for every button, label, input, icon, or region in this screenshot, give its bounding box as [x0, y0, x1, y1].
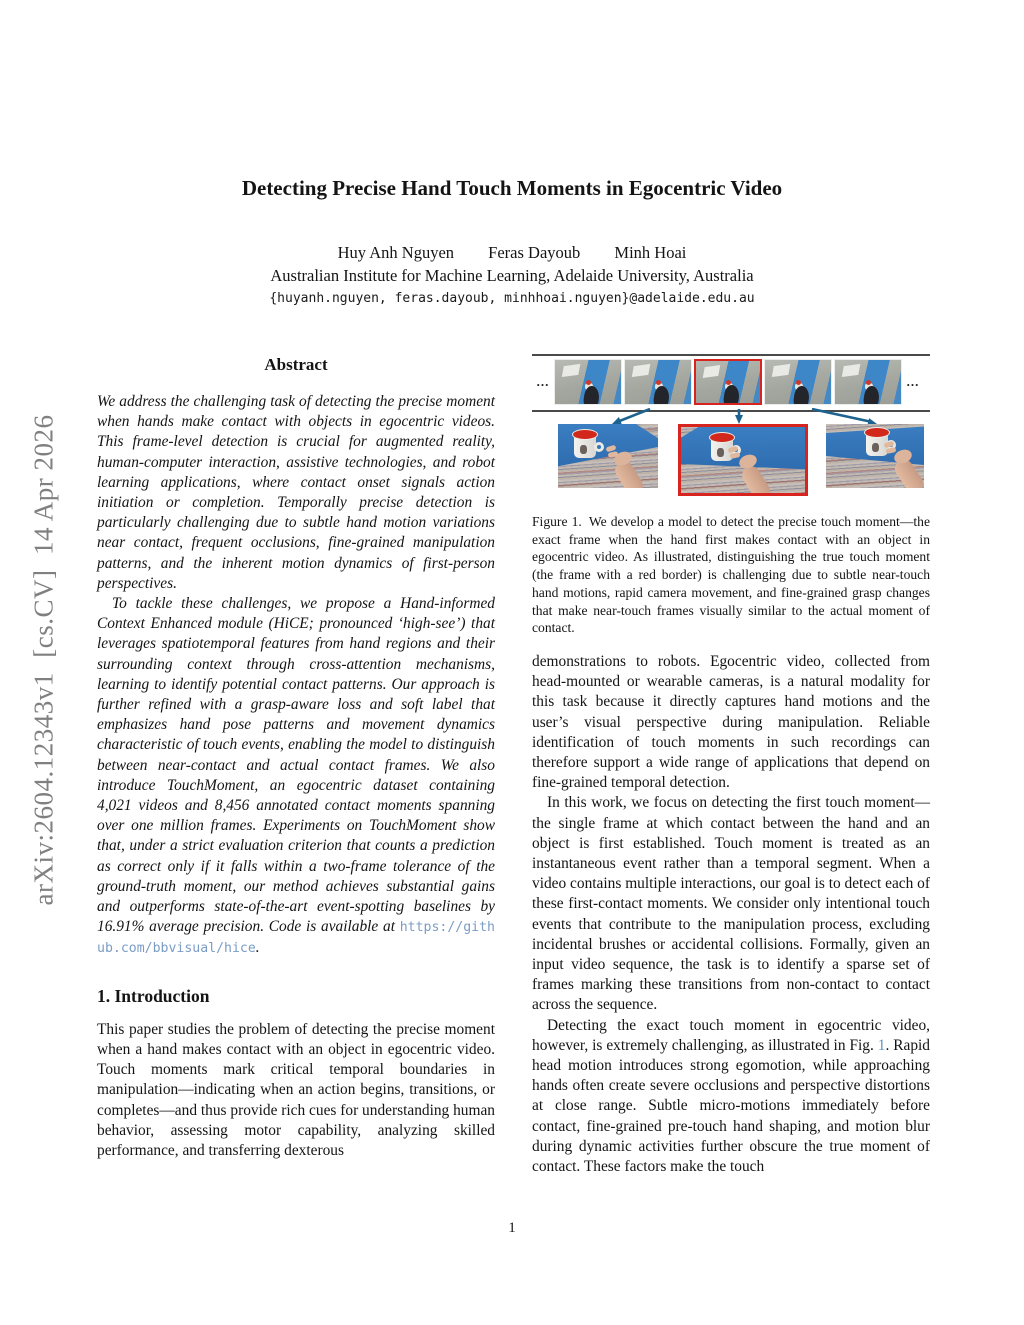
abstract-heading: Abstract	[264, 355, 328, 374]
body-paragraph: In this work, we focus on detecting the first touch moment—the single frame at which contact between the hand and an object is first established. Touch moment is treated as an instantaneous event rather than a temporal segment. When a video contains multiple interactions, our goal is to detect each of these first-contact moments. We consider only intentional touch events that contribute to the manipulation process, excluding incidental brushes or accidental collisions. Formally, given an input video sequence, the task is to identify a sparse set of frames marking these transitions from non-contact to contact across the sequence.	[532, 794, 930, 1014]
video-frame-thumbnail-touch-moment	[694, 359, 762, 405]
figure-photo-touch-moment	[678, 424, 808, 496]
video-frame-thumbnail	[624, 359, 692, 405]
figure-caption-label: Figure 1.	[532, 514, 582, 529]
abstract-paragraph	[97, 594, 495, 960]
body-text: . Rapid head motion introduces strong egomotion, while approaching hands often create severe occlusions and perspective distortions at close range. Subtle micro-motions immediately before contact, fine-grained pre-touch hand shaping, and motion blur during dynamic activities further obscure the true moment of contact. These factors make the touch	[532, 1036, 930, 1175]
figure-1-caption	[532, 513, 930, 637]
timeline-line	[532, 354, 930, 356]
author-list	[0, 243, 1024, 263]
page-title: Detecting Precise Hand Touch Moments in Egocentric Video	[241, 176, 783, 200]
abstract-text: .	[255, 939, 260, 957]
mug	[574, 434, 596, 458]
figure-1-reference-link[interactable]: 1	[877, 1036, 886, 1054]
body-paragraph	[532, 1016, 930, 1178]
video-frame-thumbnail	[834, 359, 902, 405]
author-emails: {huyanh.nguyen, feras.dayoub, minhhoai.nguyen}@adelaide.edu.au	[269, 291, 755, 306]
figure-photo-before-touch	[558, 424, 658, 488]
abstract-text: To tackle these challenges, we propose a Hand-informed Context Enhanced module (HiCE; pronounced ‘high-see’) that leverages spatiotemporal features from hand regions and their surrounding context through cross-attention mechanisms, learning to identify potential contact patterns. Our approach is further refined with a grasp-aware loss and soft label that emphasizes hand pose patterns and movement dynamics characteristic of touch events, enabling the model to distinguish between near-contact and actual contact frames. We also introduce TouchMoment, an egocentric dataset containing 4,021 videos and 8,456 annotated contact moments spanning over one million frames. Experiments on TouchMoment show that, under a strict evaluation criterion that counts a prediction as correct only if it falls within a two-frame tolerance of the ground-truth moment, our method achieves substantial gains and outperforms state-of-the-art event-spotting baselines by 16.91% average precision. Code is available at	[97, 595, 495, 936]
figure-photo-after-touch	[826, 424, 924, 488]
author-name: Minh Hoai	[614, 243, 687, 262]
section-heading-introduction: 1. Introduction	[97, 985, 210, 1006]
body-paragraph: demonstrations to robots. Egocentric video, collected from head-mounted or wearable cameras, is a natural modality for this task because it directly captures hand motions and the user’s visual perspective during manipulation. Reliable identification of touch moments in such recordings can therefore support a wide range of applications that depend on fine-grained temporal detection.	[532, 652, 930, 792]
arxiv-watermark: arXiv:2604.12343v1 [cs.CV] 14 Apr 2026	[28, 414, 59, 906]
author-name: Huy Anh Nguyen	[337, 243, 455, 262]
affiliation: Australian Institute for Machine Learning, Adelaide University, Australia	[270, 266, 754, 285]
figure-1-visual	[532, 350, 930, 498]
code-repository-link[interactable]: https://github.com/bbvisual/hice	[97, 920, 495, 957]
ellipsis-left: ...	[536, 374, 550, 389]
introduction-paragraph: This paper studies the problem of detecting the precise moment when a hand makes contact with an object in egocentric video. Touch moments mark critical temporal boundaries in manipulation—indicating when an action begins, transitions, or completes—and thus provide rich cues for understanding human behavior, assessing motor capability, analyzing skilled performance, and transferring dexterous	[97, 1020, 495, 1159]
page-number: 1	[508, 1220, 516, 1236]
video-frame-thumbnail	[554, 359, 622, 405]
ellipsis-right: ...	[906, 374, 920, 389]
video-frame-strip	[533, 359, 923, 405]
right-column	[532, 350, 930, 1177]
left-column	[97, 355, 495, 1161]
body-text: Detecting the exact touch moment in egocentric video, however, is extremely challenging, as illustrated in Fig.	[532, 1016, 930, 1054]
video-frame-thumbnail	[764, 359, 832, 405]
author-name: Feras Dayoub	[488, 243, 581, 262]
figure-caption-text: We develop a model to detect the precise touch moment—the exact frame when the hand first makes contact with an object in egocentric video. As illustrated, distinguishing the true touch moment (the frame with a red border) is challenging due to subtle near-touch hand motions, rapid camera movement, and fine-grained grasp changes that make near-touch frames visually similar to the actual moment of contact.	[532, 514, 930, 636]
abstract-paragraph: We address the challenging task of detecting the precise moment when hands make contact with objects in egocentric videos. This frame-level detection is crucial for augmented reality, human-computer interaction, assistive technologies, and robot learning applications, where contact onset signals action initiation or completion. Temporally precise detection is particularly challenging due to subtle hand motion variations near contact, frequent occlusions, fine-grained manipulation patterns, and the inherent motion dynamics of first-person perspectives.	[97, 393, 495, 592]
